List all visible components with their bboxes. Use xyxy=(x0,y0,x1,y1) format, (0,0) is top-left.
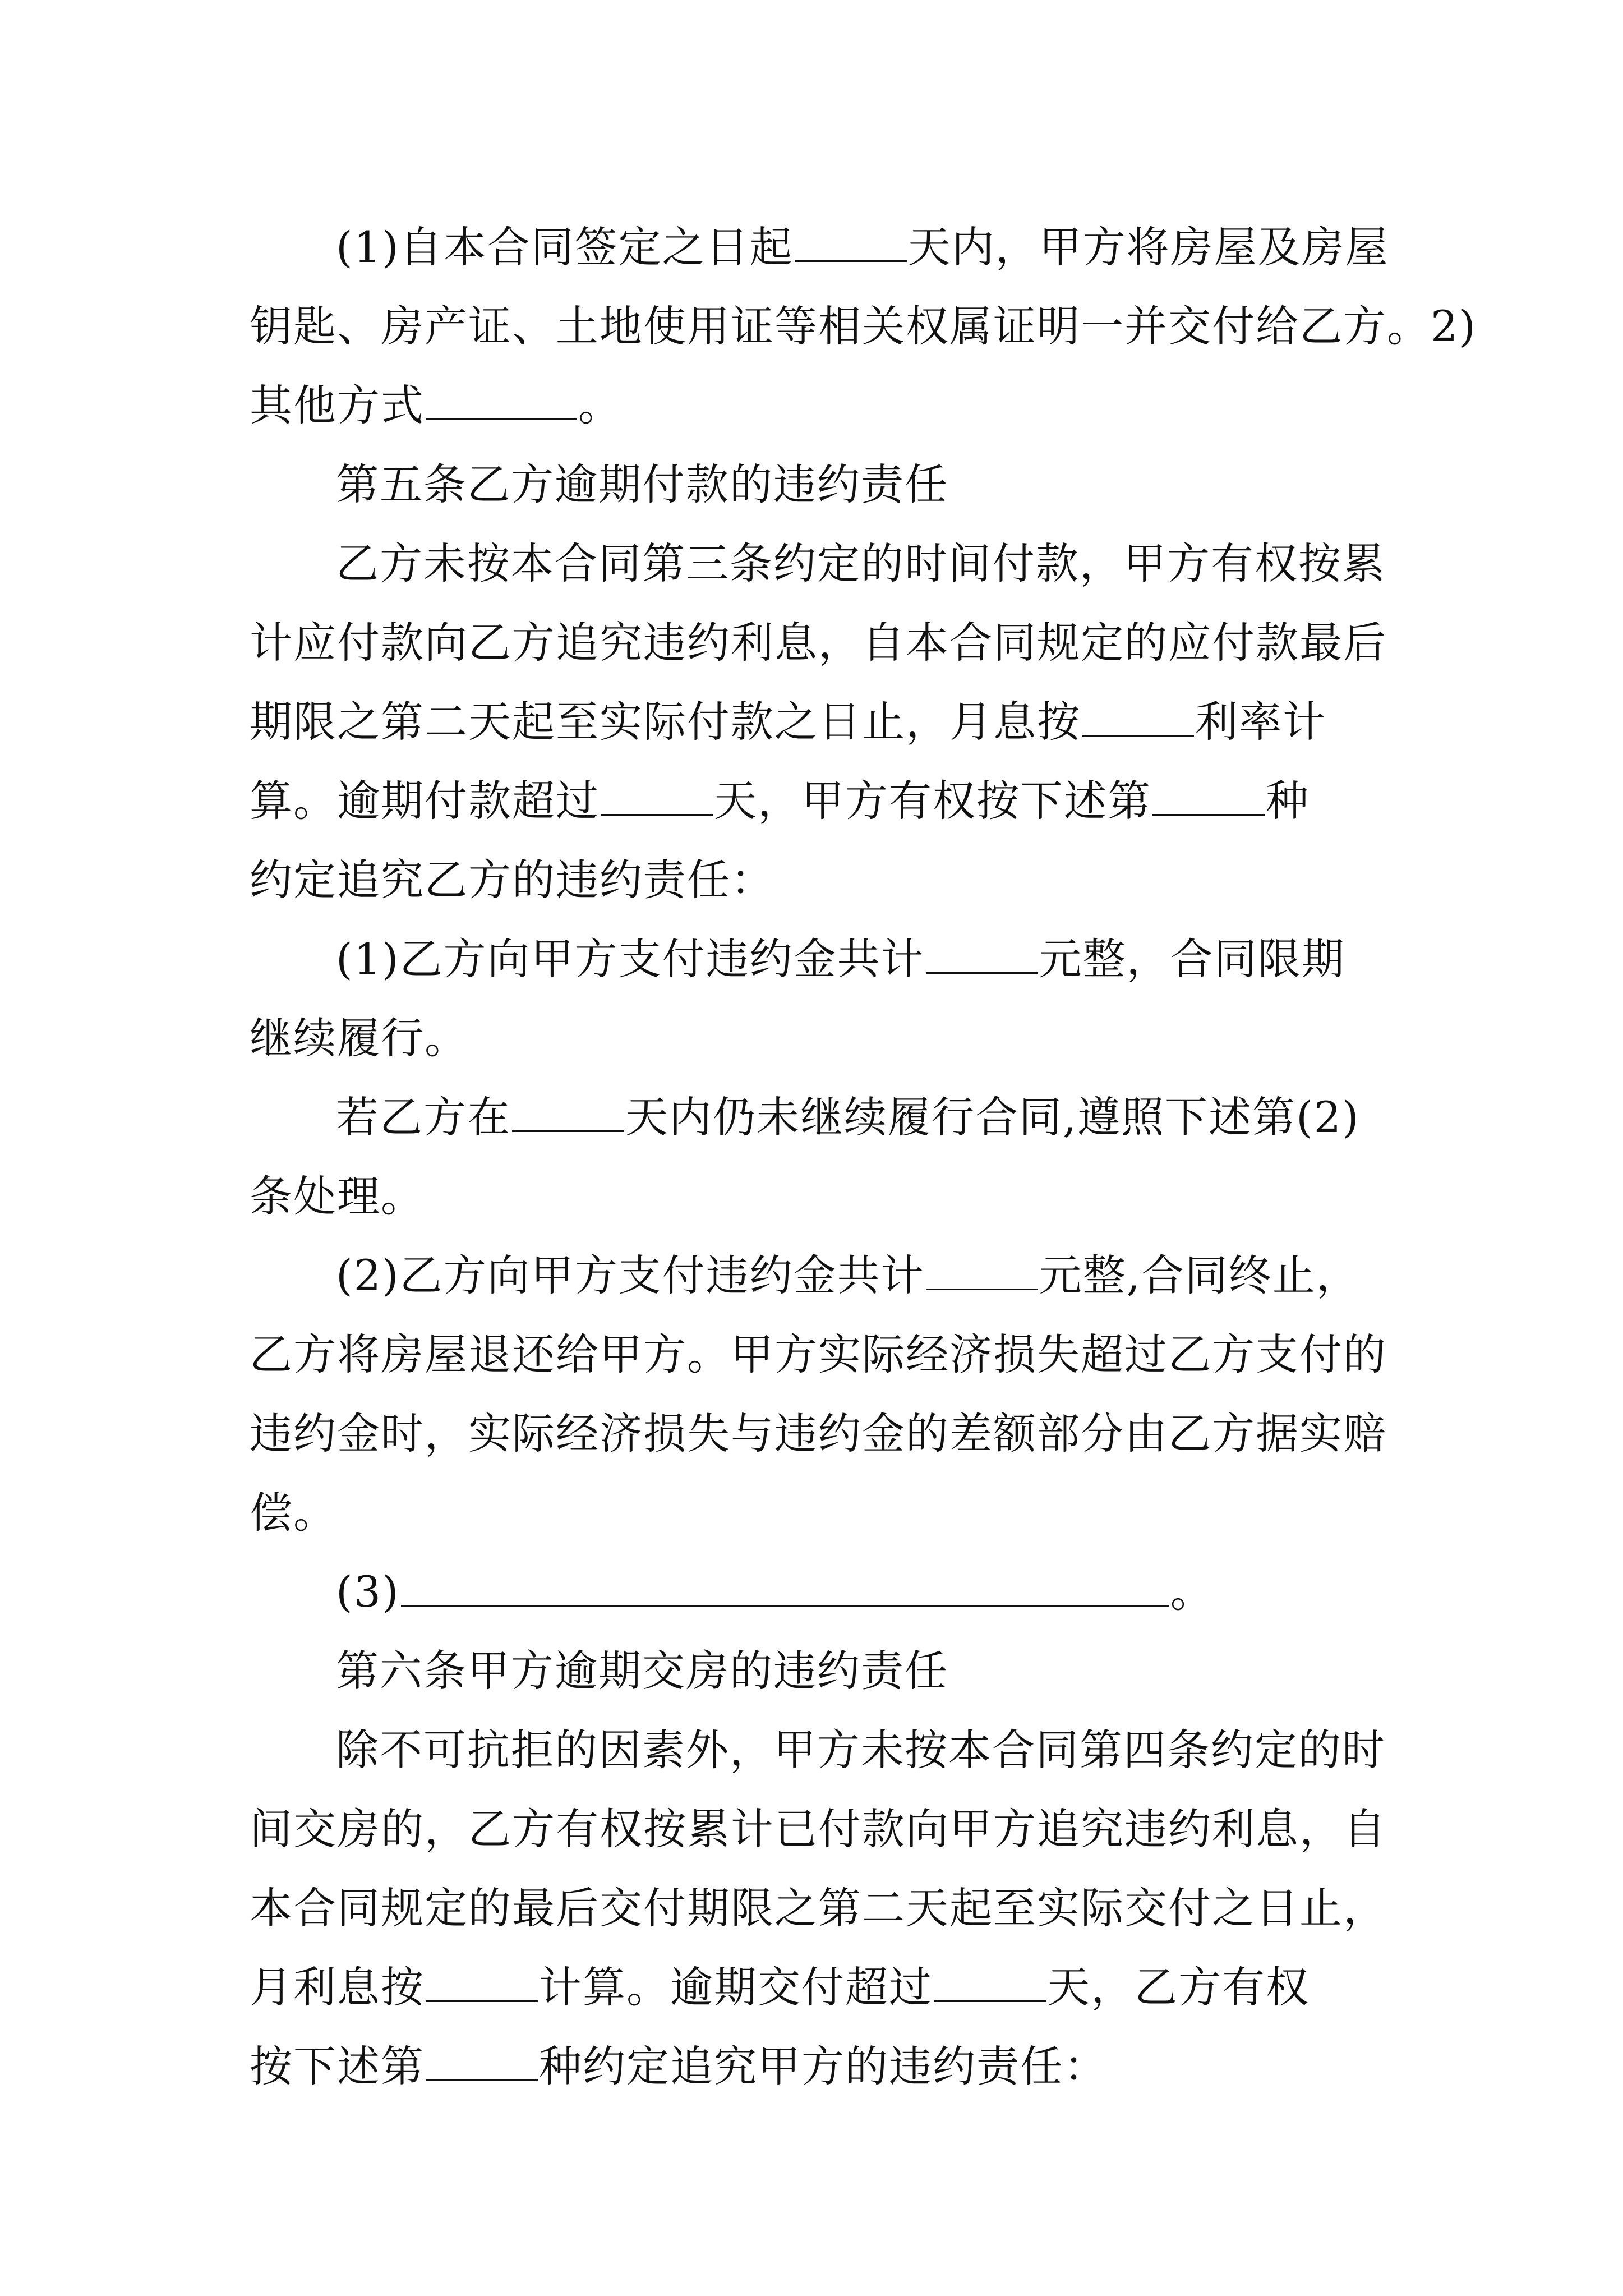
fill-blank xyxy=(426,368,577,420)
fill-blank xyxy=(512,1080,624,1132)
text-segment: 乙方将房屋退还给甲方。甲方实际经济损失超过乙方支付的 xyxy=(250,1329,1387,1379)
fill-blank xyxy=(1152,763,1265,816)
paragraph-line xyxy=(250,682,1377,761)
text-segment: 第六条甲方逾期交房的违约责任 xyxy=(336,1646,948,1696)
text-segment: 除不可抗拒的因素外，甲方未按本合同第四条约定的时 xyxy=(336,1725,1386,1775)
clause-4-1-continued xyxy=(250,287,1477,366)
paragraph-line xyxy=(250,1394,1387,1473)
clause-4-2-line xyxy=(250,366,1377,445)
paragraph-line xyxy=(250,1473,1377,1552)
text-segment: 天，甲方有权按下述第 xyxy=(714,776,1151,826)
text-segment: 元整,合同终止， xyxy=(1039,1250,1360,1300)
text-segment: (2)乙方向甲方支付违约金共计 xyxy=(336,1250,925,1300)
text-segment: (3) xyxy=(336,1567,400,1617)
text-segment: (1)乙方向甲方支付违约金共计 xyxy=(336,934,925,984)
text-segment: 利率计 xyxy=(1195,697,1326,747)
article-5-heading xyxy=(250,445,1377,524)
text-segment: 按下述第 xyxy=(250,2041,425,2091)
paragraph-line xyxy=(250,1710,1386,1789)
text-segment: 间交房的，乙方有权按累计已付款向甲方追究违约利息，自 xyxy=(250,1804,1387,1854)
paragraph-line xyxy=(250,999,1377,1078)
paragraph-line xyxy=(250,1078,1377,1157)
text-segment: 偿。 xyxy=(250,1488,337,1538)
text-segment: (1)自本合同签定之日起 xyxy=(336,222,794,272)
text-segment: 种约定追究甲方的违约责任： xyxy=(539,2041,1108,2091)
text-segment: 本合同规定的最后交付期限之第二天起至实际交付之日止， xyxy=(250,1883,1387,1933)
text-segment: 。 xyxy=(578,380,622,430)
clause-5-3-line xyxy=(250,1552,1377,1631)
fill-blank xyxy=(426,2029,538,2081)
paragraph-line xyxy=(250,1869,1387,1948)
text-segment: 约定追究乙方的违约责任： xyxy=(250,855,774,905)
clause-4-1-line xyxy=(250,208,1389,287)
text-segment: 种 xyxy=(1266,776,1310,826)
fill-blank xyxy=(426,1950,538,2002)
text-segment: 算。逾期付款超过 xyxy=(250,776,600,826)
text-segment: 天内，甲方将房屋及房屋 xyxy=(907,222,1389,272)
paragraph-line xyxy=(250,2027,1377,2106)
text-segment: 计应付款向乙方追究违约利息，自本合同规定的应付款最后 xyxy=(250,618,1387,668)
text-segment: 条处理。 xyxy=(250,1171,425,1221)
text-segment: 。 xyxy=(1170,1567,1214,1617)
text-segment: 若乙方在 xyxy=(336,1092,511,1142)
fill-blank xyxy=(401,1554,1169,1607)
clause-5-1-line xyxy=(250,919,1377,999)
fill-blank xyxy=(795,210,907,262)
paragraph-line xyxy=(250,1315,1387,1394)
paragraph-line xyxy=(250,603,1387,682)
article-6-heading xyxy=(250,1631,1377,1710)
paragraph-line xyxy=(250,1948,1377,2027)
text-segment: 乙方未按本合同第三条约定的时间付款，甲方有权按累 xyxy=(336,539,1386,588)
fill-blank xyxy=(926,1238,1038,1290)
text-segment: 继续履行。 xyxy=(250,1013,468,1063)
text-segment: 违约金时，实际经济损失与违约金的差额部分由乙方据实赔 xyxy=(250,1409,1387,1458)
text-segment: 天内仍未继续履行合同,遵照下述第(2) xyxy=(625,1092,1360,1142)
fill-blank xyxy=(1082,684,1194,737)
text-segment: 月利息按 xyxy=(250,1962,425,2012)
text-segment: 钥匙、房产证、土地使用证等相关权属证明一并交付给乙方。2) xyxy=(250,301,1477,351)
clause-5-2-line xyxy=(250,1236,1377,1315)
paragraph-line xyxy=(250,840,1377,919)
fill-blank xyxy=(601,763,713,816)
text-segment: 天，乙方有权 xyxy=(1047,1962,1310,2012)
text-segment: 第五条乙方逾期付款的违约责任 xyxy=(336,459,948,509)
paragraph-line xyxy=(250,1789,1387,1869)
paragraph-line xyxy=(250,761,1377,840)
text-segment: 期限之第二天起至实际付款之日止，月息按 xyxy=(250,697,1081,747)
paragraph-line xyxy=(250,1157,1377,1236)
text-segment: 计算。逾期交付超过 xyxy=(539,1962,933,2012)
text-segment: 其他方式 xyxy=(250,380,425,430)
fill-blank xyxy=(934,1950,1046,2002)
paragraph-line xyxy=(250,524,1386,603)
document-page xyxy=(250,208,1477,2106)
fill-blank xyxy=(926,922,1038,974)
text-segment: 元整，合同限期 xyxy=(1039,934,1345,984)
